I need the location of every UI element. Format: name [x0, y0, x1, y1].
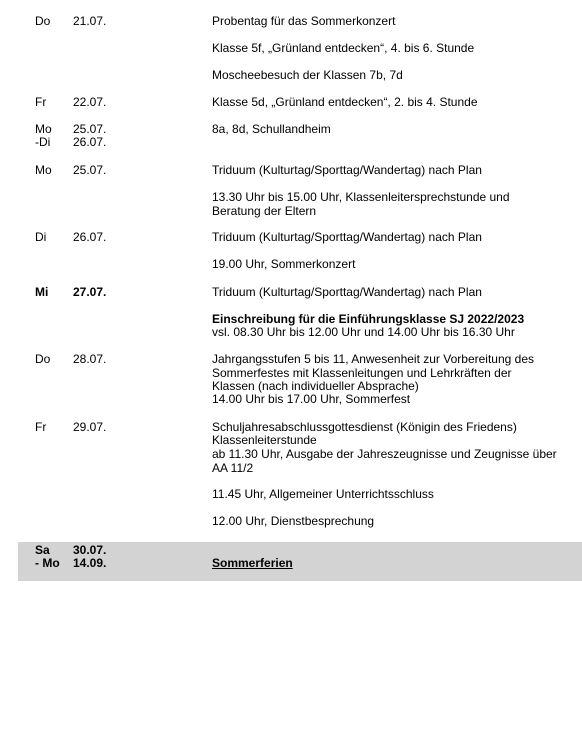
schedule-row [18, 286, 582, 342]
date: 25.07. [73, 163, 107, 177]
date: 21.07. [73, 14, 107, 28]
schedule-row [18, 164, 582, 220]
entry-line: Triduum (Kulturtag/Sporttag/Wandertag) nach Plan [212, 163, 482, 177]
entry-line: 8a, 8d, Schullandheim [212, 122, 331, 136]
date: 28.07. [73, 352, 107, 366]
entry-line: 11.45 Uhr, Allgemeiner Unterrichtsschluss [212, 487, 434, 501]
schedule-row-holiday [18, 542, 582, 581]
date: 22.07. [73, 95, 107, 109]
date: 27.07. [73, 285, 107, 299]
weekday: Mo [35, 122, 52, 136]
entry-line: Schuljahresabschlussgottesdienst (Königin des Friedens) [212, 420, 517, 434]
entry-line: Klasse 5f, „Grünland entdecken“, 4. bis 6. Stunde [212, 41, 475, 55]
schedule-row [18, 96, 582, 116]
weekday: -Di [35, 135, 51, 149]
schedule-row [18, 353, 582, 413]
entry-line: Klassenleiterstunde [212, 433, 317, 447]
date: 25.07. [73, 122, 107, 136]
entry-line: 19.00 Uhr, Sommerkonzert [212, 257, 356, 271]
schedule-row [18, 15, 582, 95]
schedule-row [18, 231, 582, 273]
weekday: Do [35, 352, 51, 366]
entry-line: 14.00 Uhr bis 17.00 Uhr, Sommerfest [212, 392, 411, 406]
weekday: Di [35, 230, 47, 244]
entry-line: Moscheebesuch der Klassen 7b, 7d [212, 68, 403, 82]
entry-line: Triduum (Kulturtag/Sporttag/Wandertag) nach Plan [212, 285, 482, 299]
weekday: Do [35, 14, 51, 28]
date: 26.07. [73, 135, 107, 149]
entry-line: Triduum (Kulturtag/Sporttag/Wandertag) nach Plan [212, 230, 482, 244]
date: 26.07. [73, 230, 107, 244]
weekday: Sa [35, 543, 50, 557]
entry-line: Probentag für das Sommerkonzert [212, 14, 396, 28]
holiday-label: Sommerferien [212, 556, 293, 570]
entry-line: Jahrgangsstufen 5 bis 11, Anwesenheit zur Vorbereitung des Sommerfestes mit Klassenleitungen und Lehrkräften der Klassen (nach individueller Absprache) [212, 352, 534, 393]
entry-line: vsl. 08.30 Uhr bis 12.00 Uhr und 14.00 Uhr bis 16.30 Uhr [212, 325, 515, 339]
weekday: Mi [35, 285, 49, 299]
entry-line: Klasse 5d, „Grünland entdecken“, 2. bis 4. Stunde [212, 95, 478, 109]
date: 29.07. [73, 420, 107, 434]
entry-line: 12.00 Uhr, Dienstbesprechung [212, 514, 375, 528]
schedule-row [18, 421, 582, 533]
weekday: Fr [35, 95, 47, 109]
weekday: Fr [35, 420, 47, 434]
date: 30.07. [73, 543, 107, 557]
date: 14.09. [73, 556, 107, 570]
schedule-row [18, 123, 582, 153]
entry-line-highlight: Einschreibung für die Einführungsklasse SJ 2022/2023 [212, 312, 525, 326]
weekday: Mo [35, 163, 52, 177]
weekday: - Mo [35, 556, 60, 570]
entry-line: ab 11.30 Uhr, Ausgabe der Jahreszeugnisse und Zeugnisse über AA 11/2 [212, 447, 557, 475]
entry-line: 13.30 Uhr bis 15.00 Uhr, Klassenleitersprechstunde und Beratung der Eltern [212, 190, 510, 218]
